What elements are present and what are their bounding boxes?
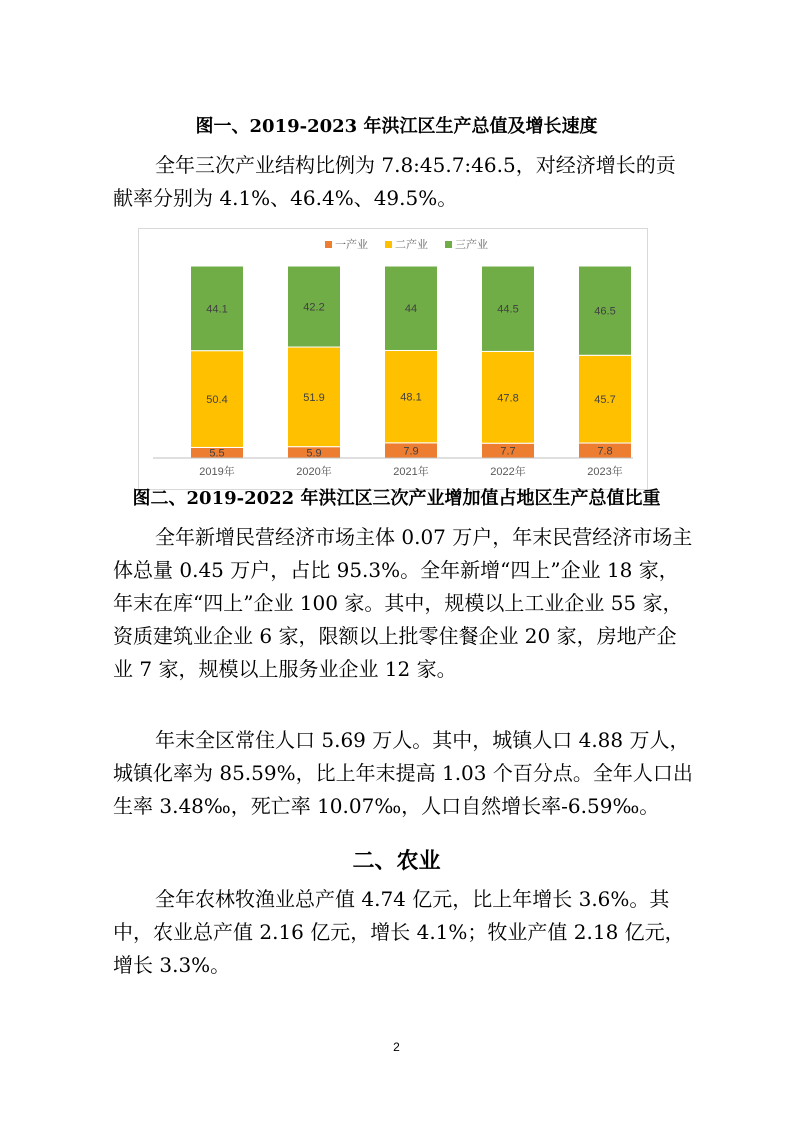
paragraph-population: 年末全区常住人口 5.69 万人。其中，城镇人口 4.88 万人，城镇化率为 85.59%，比上年末提高 1.03 个百分点。全年人口出生率 3.48‰，死亡率 10.07‰，人口自然增长率-6.59‰。	[113, 728, 693, 818]
section-heading-agriculture: 二、农业	[352, 848, 441, 874]
paragraph-industry-structure: 全年三次产业结构比例为 7.8:45.7:46.5，对经济增长的贡献率分别为 4.1%、46.4%、49.5%。	[113, 153, 676, 210]
data-label-1-1: 5.5	[209, 447, 225, 460]
data-label-1-5: 7.8	[597, 445, 613, 458]
data-label-1-3: 7.9	[403, 445, 419, 458]
page-number: 2	[393, 1040, 400, 1054]
paragraph-private-economy: 全年新增民营经济市场主体 0.07 万户，年末民营经济市场主体总量 0.45 万户，占比 95.3%。全年新增“四上”企业 18 家，年末在库“四上”企业 100 家。其中，规模以上工业企业 55 家，资质建筑业企业 6 家，限额以上批零住餐企业 20 家，房地产企业 7 家，规模以上服务业企业 12 家。	[113, 525, 693, 681]
legend-label-2: 二产业	[395, 239, 428, 251]
legend-label-1: 一产业	[335, 239, 368, 251]
legend-swatch-2	[385, 241, 392, 248]
legend-swatch-1	[325, 241, 332, 248]
data-label-1-2: 5.9	[306, 447, 322, 460]
chart-legend	[325, 237, 488, 251]
legend-swatch-3	[445, 241, 452, 248]
data-label-3-4: 44.5	[497, 303, 519, 316]
x-tick-label-2: 2020年	[296, 466, 332, 478]
legend-label-3: 三产业	[455, 239, 488, 251]
data-label-2-1: 50.4	[206, 394, 228, 407]
data-label-3-2: 42.2	[303, 301, 325, 314]
paragraph-agriculture: 全年农林牧渔业总产值 4.74 亿元，比上年增长 3.6%。其中，农业总产值 2.16 亿元，增长 4.1%；牧业产值 2.18 亿元，增长 3.3%。	[113, 887, 685, 977]
x-tick-label-4: 2022年	[490, 466, 526, 478]
stacked-bar-chart	[138, 228, 648, 490]
x-tick-label-5: 2023年	[587, 466, 623, 478]
data-label-3-5: 46.5	[594, 305, 616, 318]
x-tick-label-3: 2021年	[393, 466, 429, 478]
data-label-3-1: 44.1	[206, 303, 228, 316]
figure1-caption: 图一、2019-2023 年洪江区生产总值及增长速度	[195, 116, 598, 137]
data-label-1-4: 7.7	[500, 445, 516, 458]
data-label-2-5: 45.7	[594, 394, 616, 407]
data-label-2-3: 48.1	[400, 391, 422, 404]
data-label-2-4: 47.8	[497, 392, 519, 405]
data-label-2-2: 51.9	[303, 391, 325, 404]
x-tick-label-1: 2019年	[199, 466, 235, 478]
figure2-caption: 图二、2019-2022 年洪江区三次产业增加值占地区生产总值比重	[132, 488, 661, 509]
data-label-3-3: 44	[404, 303, 418, 316]
